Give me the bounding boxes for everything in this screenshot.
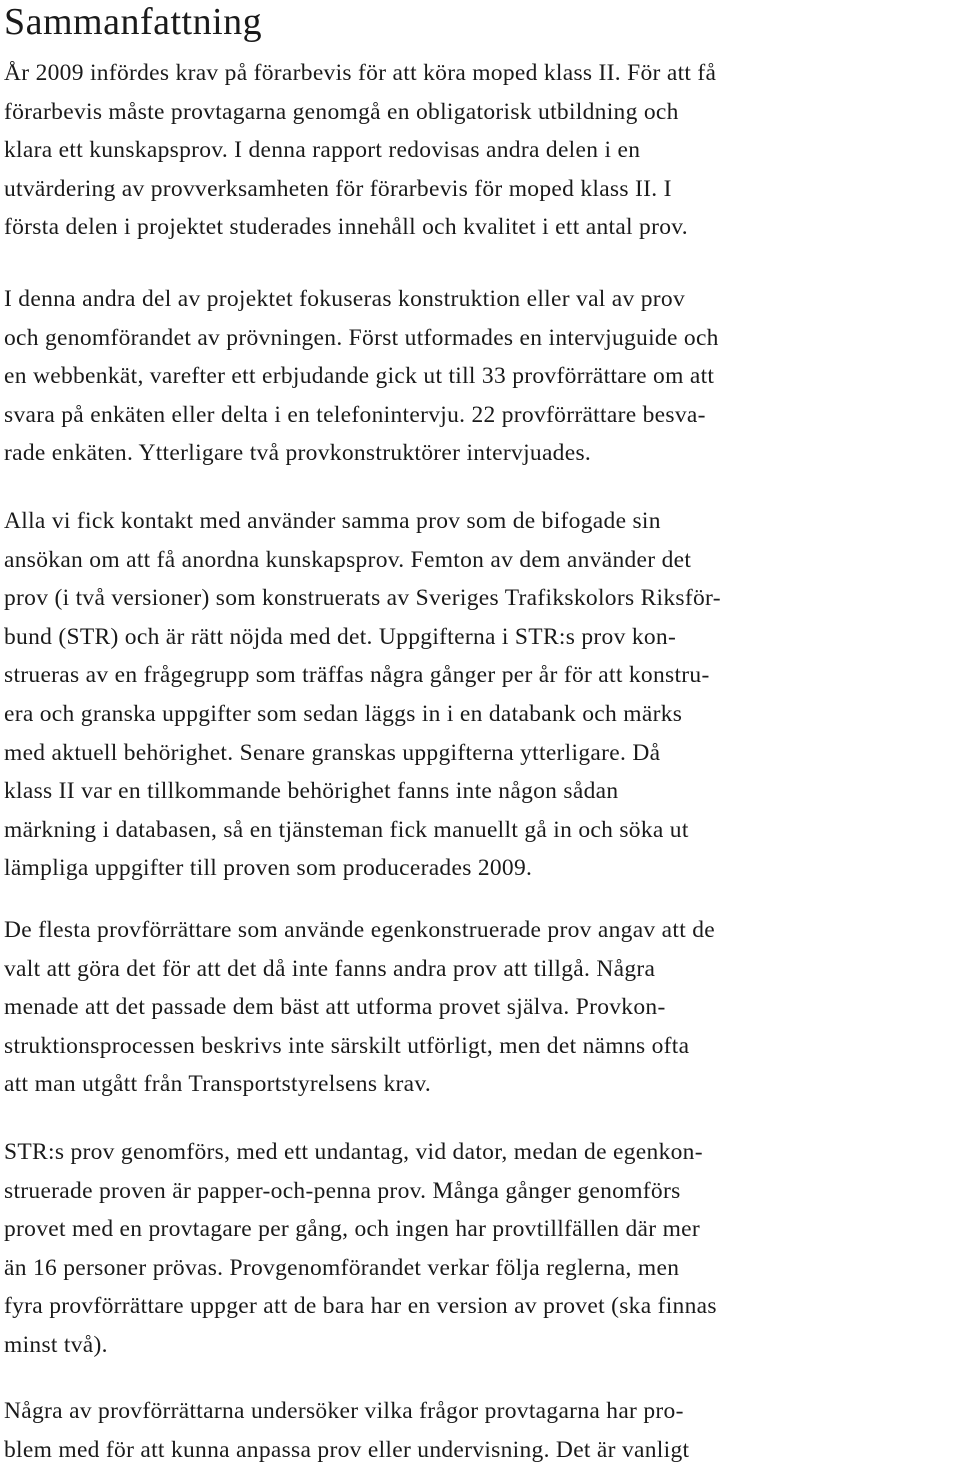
paragraph-5 xyxy=(4,1133,717,1365)
text-line: era och granska uppgifter som sedan läggs in i en databank och märks xyxy=(4,700,683,727)
paragraph-2 xyxy=(4,280,719,473)
text-line: rade enkäten. Ytterligare två provkonstruktörer intervjuades. xyxy=(4,440,592,467)
text-line: utvärdering av provverksamheten för förarbevis för moped klass II. I xyxy=(4,175,672,202)
text-line: minst två). xyxy=(4,1331,108,1358)
text-line: med aktuell behörighet. Senare granskas uppgifterna ytterligare. Då xyxy=(4,739,661,766)
text-line: Några av provförrättarna undersöker vilka frågor provtagarna har pro- xyxy=(4,1398,684,1424)
text-line: svara på enkäten eller delta i en telefonintervju. 22 provförrättare besva- xyxy=(4,401,706,428)
text-line: I denna andra del av projektet fokuseras konstruktion eller val av prov xyxy=(4,286,686,312)
text-line: lämpliga uppgifter till proven som producerades 2009. xyxy=(4,855,533,882)
text-line: struerade proven är papper-och-penna prov. Många gånger genomförs xyxy=(4,1177,681,1204)
text-line: År 2009 infördes krav på förarbevis för att köra moped klass II. För att få xyxy=(4,60,717,86)
text-line: Alla vi fick kontakt med använder samma prov som de bifogade sin xyxy=(4,508,661,534)
text-line: bund (STR) och är rätt nöjda med det. Uppgifterna i STR:s prov kon- xyxy=(4,623,677,650)
text-line: ansökan om att få anordna kunskapsprov. Femton av dem använder det xyxy=(4,546,692,573)
paragraph-4 xyxy=(4,911,715,1104)
text-line: struktionsprocessen beskrivs inte särskilt utförligt, men det nämns ofta xyxy=(4,1032,690,1059)
text-line: första delen i projektet studerades innehåll och kvalitet i ett antal prov. xyxy=(4,214,688,241)
text-line: menade att det passade dem bäst att utforma provet själva. Provkon- xyxy=(4,994,666,1021)
paragraph-1 xyxy=(4,54,716,247)
paragraph-6 xyxy=(4,1392,689,1468)
text-line: prov (i två versioner) som konstruerats av Sveriges Trafikskolors Riksför- xyxy=(4,585,721,612)
text-line: en webbenkät, varefter ett erbjudande gick ut till 33 provförrättare om att xyxy=(4,363,715,390)
text-line: strueras av en frågegrupp som träffas några gånger per år för att konstru- xyxy=(4,662,710,689)
text-line: STR:s prov genomförs, med ett undantag, vid dator, medan de egenkon- xyxy=(4,1139,703,1165)
text-line: valt att göra det för att det då inte fanns andra prov att tillgå. Några xyxy=(4,955,656,982)
text-line: än 16 personer prövas. Provgenomförandet verkar följa reglerna, men xyxy=(4,1254,680,1281)
text-line: förarbevis måste provtagarna genomgå en obligatorisk utbildning och xyxy=(4,98,679,125)
text-line: klass II var en tillkommande behörighet fanns inte någon sådan xyxy=(4,778,619,805)
text-line: provet med en provtagare per gång, och ingen har provtillfällen där mer xyxy=(4,1216,701,1243)
text-line: märkning i databasen, så en tjänsteman fick manuellt gå in och söka ut xyxy=(4,816,689,843)
text-line: blem med för att kunna anpassa prov eller undervisning. Det är vanligt xyxy=(4,1436,690,1463)
text-line: De flesta provförrättare som använde egenkonstruerade prov angav att de xyxy=(4,917,715,943)
page-title: Sammanfattning xyxy=(4,1,263,43)
text-line: och genomförandet av prövningen. Först utformades en intervjuguide och xyxy=(4,324,719,351)
text-line: klara ett kunskapsprov. I denna rapport redovisas andra delen i en xyxy=(4,137,641,164)
text-line: fyra provförrättare uppger att de bara har en version av provet (ska finnas xyxy=(4,1293,717,1320)
text-line: att man utgått från Transportstyrelsens krav. xyxy=(4,1071,432,1098)
paragraph-3 xyxy=(4,502,721,888)
